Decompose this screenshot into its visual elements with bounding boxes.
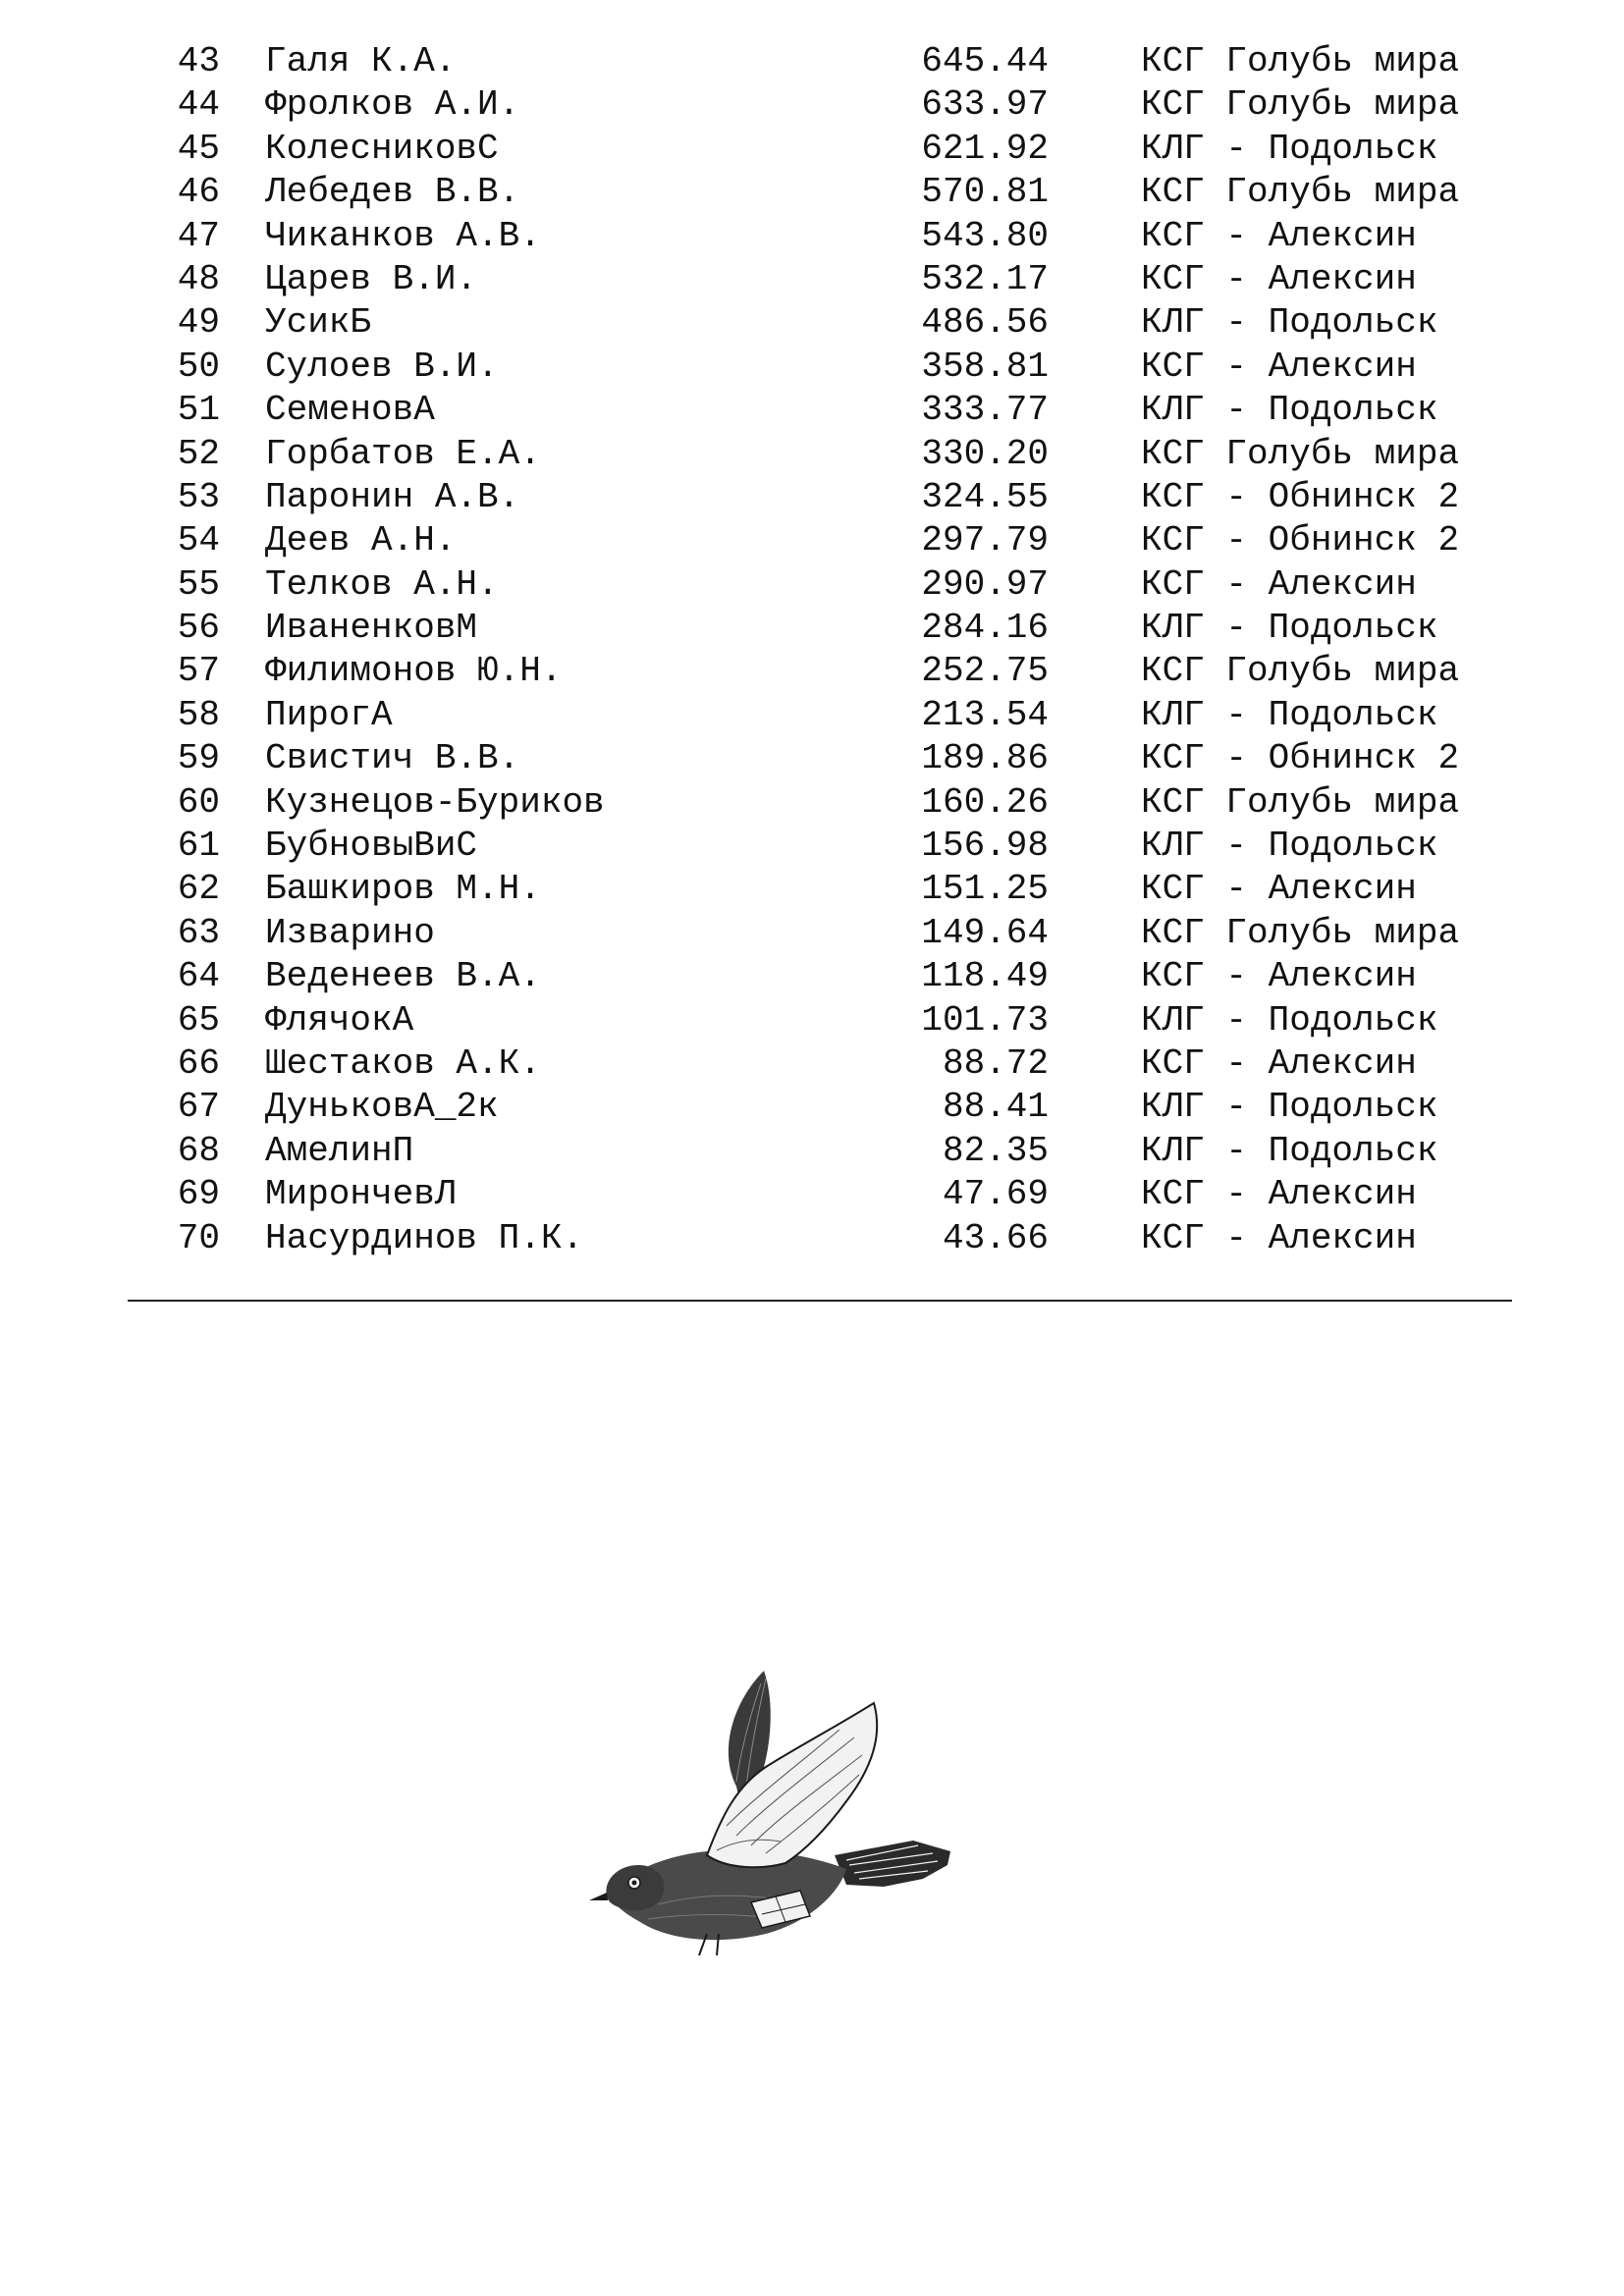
table-row [0, 1173, 1624, 1216]
place-number: 53 [177, 476, 220, 517]
score-value: 633.97 [921, 84, 1049, 126]
club-name: КСГ - Алексин [1141, 258, 1417, 299]
score-value: 358.81 [921, 346, 1049, 387]
table-row [0, 83, 1624, 127]
place-number: 45 [177, 128, 220, 169]
participant-name: Свистич В.В. [265, 738, 520, 779]
club-name: КСГ - Обнинск 2 [1141, 738, 1460, 779]
score-value: 324.55 [921, 476, 1049, 517]
place-number: 68 [177, 1130, 220, 1171]
club-name: КСГ - Обнинск 2 [1141, 476, 1460, 517]
participant-name: ФлячокА [265, 999, 414, 1041]
table-row [0, 1130, 1624, 1173]
place-number: 69 [177, 1174, 220, 1215]
table-row [0, 128, 1624, 171]
table-row [0, 563, 1624, 607]
place-number: 56 [177, 608, 220, 649]
participant-name: Царев В.И. [265, 258, 478, 299]
score-value: 621.92 [921, 128, 1049, 169]
club-name: КЛГ - Подольск [1141, 1130, 1438, 1171]
participant-name: Веденеев В.А. [265, 956, 541, 997]
table-row [0, 1042, 1624, 1086]
table-row [0, 999, 1624, 1042]
score-value: 645.44 [921, 41, 1049, 81]
score-value: 118.49 [921, 956, 1049, 997]
score-value: 82.35 [942, 1130, 1049, 1171]
place-number: 44 [177, 84, 220, 126]
score-value: 543.80 [921, 215, 1049, 256]
club-name: КЛГ - Подольск [1141, 1087, 1438, 1128]
participant-name: Башкиров М.Н. [265, 869, 541, 910]
place-number: 63 [177, 912, 220, 953]
participant-name: Насурдинов П.К. [265, 1217, 584, 1258]
place-number: 64 [177, 956, 220, 997]
participant-name: Лебедев В.В. [265, 172, 520, 213]
club-name: КЛГ - Подольск [1141, 826, 1438, 867]
participant-name: Филимонов Ю.Н. [265, 651, 563, 692]
table-row [0, 825, 1624, 868]
table-row [0, 694, 1624, 737]
score-value: 252.75 [921, 651, 1049, 692]
club-name: КСГ Голубь мира [1141, 84, 1460, 126]
participant-name: КолесниковС [265, 128, 499, 169]
participant-name: ДуньковА_2к [265, 1087, 499, 1128]
place-number: 67 [177, 1087, 220, 1128]
table-row [0, 301, 1624, 345]
club-name: КЛГ - Подольск [1141, 128, 1438, 169]
results-table [0, 40, 1624, 1260]
participant-name: Деев А.Н. [265, 520, 457, 561]
club-name: КСГ - Алексин [1141, 956, 1417, 997]
club-name: КСГ - Обнинск 2 [1141, 520, 1460, 561]
club-name: КСГ Голубь мира [1141, 41, 1460, 81]
table-row [0, 389, 1624, 432]
place-number: 46 [177, 172, 220, 213]
place-number: 57 [177, 651, 220, 692]
participant-name: Телков А.Н. [265, 563, 499, 605]
participant-name: Галя К.А. [265, 41, 457, 81]
score-value: 486.56 [921, 302, 1049, 344]
table-row [0, 607, 1624, 650]
place-number: 51 [177, 390, 220, 431]
club-name: КСГ - Алексин [1141, 1174, 1417, 1215]
place-number: 47 [177, 215, 220, 256]
place-number: 65 [177, 999, 220, 1041]
club-name: КСГ - Алексин [1141, 869, 1417, 910]
place-number: 49 [177, 302, 220, 344]
score-value: 297.79 [921, 520, 1049, 561]
club-name: КСГ - Алексин [1141, 346, 1417, 387]
table-row [0, 955, 1624, 998]
place-number: 59 [177, 738, 220, 779]
table-row [0, 737, 1624, 780]
place-number: 66 [177, 1042, 220, 1084]
table-row [0, 433, 1624, 476]
place-number: 43 [177, 41, 220, 81]
place-number: 61 [177, 826, 220, 867]
score-value: 43.66 [942, 1217, 1049, 1258]
place-number: 50 [177, 346, 220, 387]
club-name: КЛГ - Подольск [1141, 694, 1438, 735]
score-value: 333.77 [921, 390, 1049, 431]
club-name: КЛГ - Подольск [1141, 999, 1438, 1041]
participant-name: Сулоев В.И. [265, 346, 499, 387]
participant-name: АмелинП [265, 1130, 414, 1171]
score-value: 330.20 [921, 433, 1049, 474]
club-name: КСГ - Алексин [1141, 563, 1417, 605]
place-number: 55 [177, 563, 220, 605]
place-number: 60 [177, 781, 220, 823]
table-row [0, 781, 1624, 825]
score-value: 88.41 [942, 1087, 1049, 1128]
club-name: КЛГ - Подольск [1141, 390, 1438, 431]
table-row [0, 215, 1624, 258]
score-value: 156.98 [921, 826, 1049, 867]
participant-name: Шестаков А.К. [265, 1042, 541, 1084]
participant-name: Паронин А.В. [265, 476, 520, 517]
table-row [0, 346, 1624, 389]
score-value: 88.72 [942, 1042, 1049, 1084]
dove-icon [589, 1669, 952, 1973]
club-name: КСГ Голубь мира [1141, 433, 1460, 474]
club-name: КСГ - Алексин [1141, 1217, 1417, 1258]
participant-name: ИваненковМ [265, 608, 478, 649]
score-value: 160.26 [921, 781, 1049, 823]
participant-name: Горбатов Е.А. [265, 433, 541, 474]
participant-name: Чиканков А.В. [265, 215, 541, 256]
participant-name: СеменовА [265, 390, 435, 431]
score-value: 213.54 [921, 694, 1049, 735]
score-value: 149.64 [921, 912, 1049, 953]
place-number: 54 [177, 520, 220, 561]
participant-name: МирончевЛ [265, 1174, 457, 1215]
club-name: КСГ Голубь мира [1141, 651, 1460, 692]
table-row [0, 519, 1624, 562]
place-number: 62 [177, 869, 220, 910]
participant-name: БубновыВиС [265, 826, 478, 867]
table-row [0, 1086, 1624, 1129]
club-name: КСГ - Алексин [1141, 1042, 1417, 1084]
table-row [0, 912, 1624, 955]
club-name: КСГ Голубь мира [1141, 781, 1460, 823]
club-name: КСГ - Алексин [1141, 215, 1417, 256]
score-value: 101.73 [921, 999, 1049, 1041]
table-row [0, 40, 1624, 83]
participant-name: Кузнецов-Буриков [265, 781, 605, 823]
horizontal-rule [128, 1300, 1512, 1302]
participant-name: ПирогА [265, 694, 393, 735]
score-value: 284.16 [921, 608, 1049, 649]
score-value: 189.86 [921, 738, 1049, 779]
place-number: 70 [177, 1217, 220, 1258]
club-name: КЛГ - Подольск [1141, 608, 1438, 649]
score-value: 290.97 [921, 563, 1049, 605]
club-name: КЛГ - Подольск [1141, 302, 1438, 344]
table-row [0, 258, 1624, 301]
club-name: КСГ Голубь мира [1141, 172, 1460, 213]
place-number: 52 [177, 433, 220, 474]
table-row [0, 868, 1624, 911]
participant-name: Изварино [265, 912, 435, 953]
place-number: 58 [177, 694, 220, 735]
score-value: 151.25 [921, 869, 1049, 910]
club-name: КСГ Голубь мира [1141, 912, 1460, 953]
place-number: 48 [177, 258, 220, 299]
table-row [0, 1217, 1624, 1260]
participant-name: Фролков А.И. [265, 84, 520, 126]
participant-name: УсикБ [265, 302, 372, 344]
table-row [0, 476, 1624, 519]
table-row [0, 650, 1624, 693]
table-row [0, 171, 1624, 214]
score-value: 47.69 [942, 1174, 1049, 1215]
score-value: 570.81 [921, 172, 1049, 213]
score-value: 532.17 [921, 258, 1049, 299]
